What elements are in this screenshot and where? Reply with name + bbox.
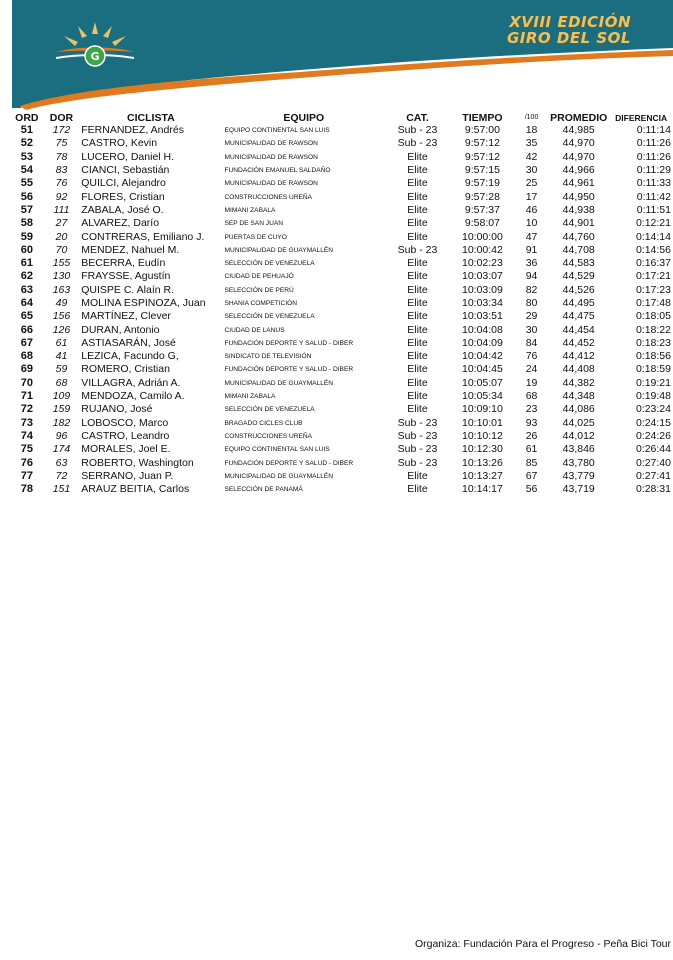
table-row [10, 456, 673, 469]
cell-ord: 51 [20, 124, 33, 137]
col-ord: ORD [15, 112, 39, 124]
table-row [10, 337, 673, 350]
cell-ord: 62 [20, 270, 33, 283]
cell-ord: 78 [20, 483, 33, 496]
cell-time: 10:03:09 [461, 283, 503, 296]
cell-cat: Sub - 23 [397, 443, 438, 456]
cell-name: QUISPE C. Alaín R. [81, 283, 175, 296]
cell-dif: 0:11:51 [636, 203, 671, 216]
cell-dif: 0:11:29 [636, 164, 671, 177]
cell-p100: 46 [525, 203, 538, 216]
cell-team: FUNDACIÓN EMANUEL SALDAÑO [224, 167, 331, 175]
cell-dif: 0:11:42 [636, 190, 671, 203]
col-equipo: EQUIPO [283, 112, 325, 124]
cell-p100: 24 [525, 363, 538, 376]
cell-cat: Sub - 23 [397, 429, 438, 442]
cell-name: MARTÍNEZ, Clever [81, 310, 171, 323]
cell-dif: 0:12:21 [635, 217, 671, 230]
cell-name: ARAUZ BEITIA, Carlos [81, 483, 190, 496]
table-row [10, 297, 673, 310]
cell-name: SERRANO, Juan P. [81, 469, 174, 482]
cell-prom: 44,966 [562, 164, 595, 177]
cell-name: CASTRO, Leandro [81, 429, 170, 442]
cell-prom: 44,452 [562, 336, 595, 349]
table-row [10, 217, 673, 230]
table-row [10, 390, 673, 403]
table-row [10, 284, 673, 297]
cell-prom: 44,025 [562, 416, 595, 429]
cell-dor: 76 [55, 177, 68, 190]
cell-ord: 77 [20, 469, 33, 482]
cell-time: 10:13:27 [461, 469, 503, 482]
table-row [10, 230, 673, 243]
cell-p100: 10 [525, 217, 538, 230]
cell-time: 9:57:00 [464, 124, 500, 137]
cell-time: 10:03:34 [461, 297, 503, 309]
cell-dif: 0:17:23 [635, 283, 671, 296]
table-header-row [10, 112, 673, 124]
cell-dor: 155 [52, 257, 71, 270]
cell-team: BRAGADO CICLES CLUB [224, 419, 303, 427]
cell-time: 10:03:51 [461, 310, 503, 323]
cell-time: 10:04:42 [461, 350, 503, 363]
table-row [10, 124, 673, 137]
cell-cat: Elite [407, 376, 428, 389]
cell-dif: 0:18:22 [635, 323, 671, 336]
cell-team: FUNDACIÓN DEPORTE Y SALUD - DIBER [224, 459, 354, 467]
cell-name: FERNANDEZ, Andrés [81, 124, 184, 137]
table-row [10, 483, 673, 496]
cell-dor: 70 [55, 243, 68, 256]
cell-p100: 76 [525, 350, 538, 363]
cell-ord: 65 [20, 310, 33, 323]
cell-p100: 36 [525, 257, 538, 270]
table-row [10, 257, 673, 270]
results-body [10, 124, 673, 496]
cell-team: MUNICIPALIDAD DE RAWSON [224, 153, 318, 161]
cell-name: MENDOZA, Camilo A. [81, 390, 185, 403]
cell-time: 9:58:07 [464, 217, 500, 230]
table-row [10, 164, 673, 177]
table-row [10, 310, 673, 323]
cell-cat: Elite [407, 390, 428, 403]
cell-p100: 25 [525, 177, 538, 190]
cell-ord: 60 [20, 243, 33, 256]
cell-time: 10:04:08 [461, 323, 503, 336]
cell-team: CONSTRUCCIONES UREÑA [224, 432, 313, 440]
cell-prom: 44,760 [562, 230, 595, 243]
cell-team: CIUDAD DE PEHUAJÓ [224, 273, 294, 281]
cell-dor: 156 [52, 310, 71, 323]
cell-ord: 52 [20, 137, 33, 150]
cell-p100: 35 [525, 137, 538, 150]
cell-time: 10:05:07 [461, 376, 503, 389]
cell-time: 10:12:30 [461, 443, 503, 456]
cell-dif: 0:14:56 [635, 243, 671, 256]
cell-prom: 44,012 [562, 429, 595, 442]
cell-dor: 49 [55, 297, 68, 309]
cell-dor: 83 [55, 164, 68, 177]
cell-dif: 0:23:24 [635, 403, 671, 416]
cell-team: MIMANI ZABALA [224, 393, 276, 401]
cell-cat: Elite [407, 150, 428, 163]
cell-dif: 0:11:26 [636, 150, 671, 163]
cell-prom: 43,779 [562, 469, 595, 482]
cell-team: MUNICIPALIDAD DE RAWSON [224, 140, 318, 148]
cell-team: MUNICIPALIDAD DE RAWSON [224, 180, 318, 188]
cell-time: 10:00:00 [461, 230, 503, 243]
cell-dif: 0:24:15 [635, 416, 671, 429]
cell-p100: 80 [525, 297, 538, 309]
results-table [10, 112, 673, 496]
cell-prom: 44,348 [562, 390, 595, 403]
cell-p100: 85 [525, 456, 538, 469]
cell-cat: Elite [407, 310, 428, 323]
cell-dif: 0:11:26 [636, 137, 671, 150]
table-row [10, 403, 673, 416]
cell-prom: 44,970 [562, 137, 595, 150]
cell-cat: Elite [407, 257, 428, 270]
cell-time: 9:57:12 [464, 150, 500, 163]
cell-prom: 44,412 [562, 350, 595, 363]
cell-p100: 23 [525, 403, 538, 416]
cell-time: 10:04:09 [461, 336, 503, 349]
cell-prom: 44,382 [562, 376, 595, 389]
table-row [10, 363, 673, 376]
table-row [10, 151, 673, 164]
table-row [10, 350, 673, 363]
edition-title [507, 14, 631, 46]
cell-p100: 94 [525, 270, 538, 283]
giro-del-sol-logo [50, 20, 140, 70]
cell-name: LEZICA, Facundo G, [81, 350, 179, 363]
cell-cat: Elite [407, 297, 428, 309]
cell-name: ROBERTO, Washington [81, 456, 194, 469]
cell-p100: 17 [525, 190, 538, 203]
cell-team: MUNICIPALIDAD DE GUAYMALLÉN [224, 472, 334, 480]
cell-cat: Elite [407, 164, 428, 177]
cell-p100: 93 [525, 416, 538, 429]
cell-dif: 0:11:33 [636, 177, 671, 190]
cell-dif: 0:18:56 [635, 350, 671, 363]
cell-time: 9:57:19 [464, 177, 500, 190]
cell-cat: Elite [407, 217, 428, 230]
col-cat: CAT. [406, 112, 429, 124]
cell-ord: 75 [20, 443, 33, 456]
table-row [10, 470, 673, 483]
cell-name: LOBOSCO, Marco [81, 416, 169, 429]
cell-p100: 56 [525, 483, 538, 496]
cell-dif: 0:18:23 [635, 336, 671, 349]
cell-name: ASTIASARÁN, José [81, 336, 176, 349]
cell-dif: 0:17:21 [635, 270, 671, 283]
cell-name: ALVAREZ, Darío [81, 217, 160, 230]
cell-name: FRAYSSE, Agustín [81, 270, 171, 283]
cell-ord: 70 [20, 376, 33, 389]
cell-ord: 76 [20, 456, 33, 469]
cell-dif: 0:27:41 [635, 469, 671, 482]
cell-p100: 42 [525, 150, 538, 163]
cell-cat: Elite [407, 483, 428, 496]
cell-p100: 26 [525, 429, 538, 442]
cell-dif: 0:19:48 [635, 390, 671, 403]
cell-p100: 30 [525, 323, 538, 336]
cell-dor: 163 [52, 283, 71, 296]
table-row [10, 270, 673, 283]
cell-dif: 0:26:44 [635, 443, 671, 456]
cell-team: SELECCIÓN DE VENEZUELA [224, 260, 315, 268]
cell-time: 10:10:12 [461, 429, 503, 442]
cell-name: DURAN, Antonio [81, 323, 160, 336]
cell-prom: 44,495 [562, 297, 595, 309]
cell-p100: 68 [525, 390, 538, 403]
cell-dor: 109 [52, 390, 71, 403]
cell-dor: 68 [55, 376, 68, 389]
cell-team: SHANIA COMPETICIÓN [224, 300, 298, 307]
cell-time: 9:57:12 [464, 137, 500, 150]
cell-prom: 43,846 [562, 443, 595, 456]
cell-time: 10:04:45 [461, 363, 503, 376]
cell-dif: 0:16:37 [635, 257, 671, 270]
cell-time: 10:13:26 [461, 456, 503, 469]
cell-time: 10:14:17 [461, 483, 503, 496]
cell-p100: 67 [525, 469, 538, 482]
cell-name: CIANCI, Sebastián [81, 164, 170, 177]
cell-prom: 43,780 [562, 456, 595, 469]
cell-cat: Elite [407, 336, 428, 349]
cell-time: 10:02:23 [461, 257, 503, 270]
cell-dor: 92 [55, 190, 68, 203]
cell-team: FUNDACIÓN DEPORTE Y SALUD - DIBER [224, 366, 354, 374]
cell-dor: 20 [55, 230, 68, 243]
cell-prom: 44,970 [562, 150, 595, 163]
cell-dor: 126 [52, 323, 71, 336]
cell-prom: 44,454 [562, 323, 595, 336]
cell-time: 10:00:42 [461, 243, 503, 256]
cell-cat: Elite [407, 190, 428, 203]
col-tiempo: TIEMPO [462, 112, 503, 124]
cell-ord: 68 [20, 350, 33, 363]
cell-team: SELECCIÓN DE PANAMÁ [224, 486, 303, 494]
table-row [10, 323, 673, 336]
cell-cat: Sub - 23 [397, 124, 438, 137]
cell-p100: 29 [525, 310, 538, 323]
cell-dif: 0:18:05 [635, 310, 671, 323]
cell-ord: 66 [20, 323, 33, 336]
cell-time: 10:03:07 [461, 270, 503, 283]
cell-prom: 44,938 [562, 203, 595, 216]
cell-cat: Elite [407, 469, 428, 482]
cell-cat: Elite [407, 403, 428, 416]
cell-team: EQUIPO CONTINENTAL SAN LUIS [224, 446, 330, 454]
cell-p100: 47 [525, 230, 538, 243]
cell-prom: 44,708 [562, 243, 595, 256]
cell-prom: 44,901 [562, 217, 595, 230]
cell-prom: 44,529 [562, 270, 595, 283]
cell-dor: 75 [55, 137, 68, 150]
cell-ord: 72 [20, 403, 33, 416]
cell-team: SEP DE SAN JUAN [224, 220, 284, 228]
cell-dor: 63 [55, 456, 68, 469]
cell-cat: Sub - 23 [397, 137, 438, 150]
cell-ord: 57 [20, 203, 33, 216]
cell-dor: 72 [55, 469, 68, 482]
cell-prom: 44,526 [562, 283, 595, 296]
cell-time: 9:57:37 [464, 203, 500, 216]
cell-ord: 74 [20, 429, 33, 442]
cell-cat: Elite [407, 323, 428, 336]
cell-name: MOLINA ESPINOZA, Juan [81, 297, 206, 309]
cell-p100: 84 [525, 336, 538, 349]
cell-team: SINDICATO DE TELEVISIÓN [224, 353, 312, 361]
cell-team: SELECCIÓN DE VENEZUELA [224, 313, 315, 321]
cell-ord: 71 [20, 390, 33, 403]
col-promedio: PROMEDIO [550, 112, 608, 124]
cell-name: LUCERO, Daniel H. [81, 150, 175, 163]
col-dor: DOR [49, 112, 74, 124]
cell-ord: 58 [20, 217, 33, 230]
cell-dor: 78 [55, 150, 68, 163]
cell-ord: 67 [20, 336, 33, 349]
cell-dif: 0:17:48 [635, 297, 671, 309]
cell-team: MIMANI ZABALA [224, 206, 276, 214]
table-row [10, 443, 673, 456]
cell-cat: Elite [407, 230, 428, 243]
cell-ord: 55 [20, 177, 33, 190]
cell-dor: 151 [52, 483, 71, 496]
cell-name: BECERRA, Eudín [81, 257, 166, 270]
table-row [10, 137, 673, 150]
cell-name: ROMERO, Cristian [81, 363, 170, 376]
cell-ord: 64 [20, 297, 33, 309]
cell-name: MENDEZ, Nahuel M. [81, 243, 180, 256]
cell-dor: 174 [52, 443, 71, 456]
cell-ord: 61 [20, 257, 33, 270]
cell-prom: 44,583 [562, 257, 595, 270]
cell-cat: Elite [407, 203, 428, 216]
cell-name: QUILCI, Alejandro [81, 177, 166, 190]
cell-cat: Elite [407, 350, 428, 363]
cell-dor: 61 [55, 336, 68, 349]
cell-cat: Elite [407, 283, 428, 296]
col-per100: /100 [524, 114, 539, 121]
cell-ord: 69 [20, 363, 33, 376]
col-diferencia: DIFERENCIA [615, 113, 668, 123]
cell-p100: 91 [525, 243, 538, 256]
cell-name: RUJANO, José [81, 403, 153, 416]
cell-ord: 54 [20, 164, 33, 177]
cell-cat: Sub - 23 [397, 416, 438, 429]
table-row [10, 417, 673, 430]
table-row [10, 190, 673, 203]
cell-team: CONSTRUCCIONES UREÑA [224, 193, 313, 201]
cell-cat: Elite [407, 270, 428, 283]
cell-ord: 63 [20, 283, 33, 296]
cell-prom: 43,719 [562, 483, 595, 496]
cell-dif: 0:24:26 [635, 429, 671, 442]
cell-ord: 56 [20, 190, 33, 203]
cell-prom: 44,950 [562, 190, 595, 203]
cell-time: 10:05:34 [461, 390, 503, 403]
col-ciclista: CICLISTA [127, 112, 175, 124]
cell-cat: Sub - 23 [397, 243, 438, 256]
cell-ord: 53 [20, 150, 33, 163]
cell-ord: 59 [20, 230, 33, 243]
cell-prom: 44,086 [562, 403, 595, 416]
cell-name: CASTRO, Kevin [81, 137, 158, 150]
cell-name: MORALES, Joel E. [81, 443, 171, 456]
cell-name: CONTRERAS, Emiliano J. [81, 230, 205, 243]
table-row [10, 244, 673, 257]
cell-dor: 27 [55, 217, 68, 230]
cell-name: FLORES, Cristian [81, 190, 165, 203]
edition-line-2: GIRO DEL SOL [506, 29, 631, 47]
cell-dor: 182 [52, 416, 71, 429]
cell-prom: 44,408 [562, 363, 595, 376]
cell-prom: 44,985 [562, 124, 595, 137]
header-banner [0, 0, 673, 110]
cell-dor: 130 [52, 270, 71, 283]
cell-p100: 82 [525, 283, 538, 296]
table-row [10, 430, 673, 443]
table-row [10, 177, 673, 190]
cell-dor: 111 [53, 203, 70, 216]
cell-prom: 44,961 [562, 177, 595, 190]
cell-p100: 19 [525, 376, 538, 389]
cell-team: PUERTAS DE CUYO [224, 233, 287, 241]
table-row [10, 377, 673, 390]
edition-line-1: XVIII EDICIÓN [509, 13, 631, 31]
cell-dif: 0:27:40 [635, 456, 671, 469]
cell-time: 10:09:10 [461, 403, 503, 416]
cell-dif: 0:18:59 [635, 363, 671, 376]
cell-cat: Sub - 23 [397, 456, 438, 469]
cell-p100: 61 [525, 443, 538, 456]
cell-ord: 73 [20, 416, 33, 429]
cell-dif: 0:28:31 [635, 483, 671, 496]
cell-team: MUNICIPALIDAD DE GUAYMALLÉN [224, 379, 334, 387]
cell-dor: 96 [55, 429, 68, 442]
footer-organizer: Organiza: Fundación Para el Progreso - Peña Bici Tour [414, 938, 671, 950]
cell-time: 10:10:01 [461, 416, 503, 429]
cell-dif: 0:19:21 [635, 376, 671, 389]
table-row [10, 204, 673, 217]
cell-cat: Elite [407, 363, 428, 376]
cell-time: 9:57:15 [464, 164, 500, 177]
cell-name: ZABALA, José O. [81, 203, 164, 216]
cell-dor: 59 [55, 363, 68, 376]
cell-team: SELECCIÓN DE VENEZUELA [224, 406, 315, 414]
cell-team: CIUDAD DE LANUS [224, 326, 285, 334]
cell-dor: 41 [55, 350, 68, 363]
cell-team: FUNDACIÓN DEPORTE Y SALUD - DIBER [224, 339, 354, 347]
cell-team: SELECCIÓN DE PERÚ [224, 286, 294, 294]
cell-name: VILLAGRA, Adrián A. [81, 376, 181, 389]
cell-time: 9:57:28 [464, 190, 500, 203]
cell-p100: 18 [525, 124, 538, 137]
cell-dif: 0:11:14 [636, 124, 671, 137]
cell-team: EQUIPO CONTINENTAL SAN LUIS [224, 127, 330, 135]
cell-prom: 44,475 [562, 310, 595, 323]
cell-dif: 0:14:14 [635, 230, 671, 243]
cell-p100: 30 [525, 164, 538, 177]
cell-dor: 159 [52, 403, 71, 416]
cell-dor: 172 [52, 124, 71, 137]
svg-text:G: G [90, 50, 100, 63]
cell-team: MUNICIPALIDAD DE GUAYMALLÉN [224, 246, 334, 254]
cell-cat: Elite [407, 177, 428, 190]
